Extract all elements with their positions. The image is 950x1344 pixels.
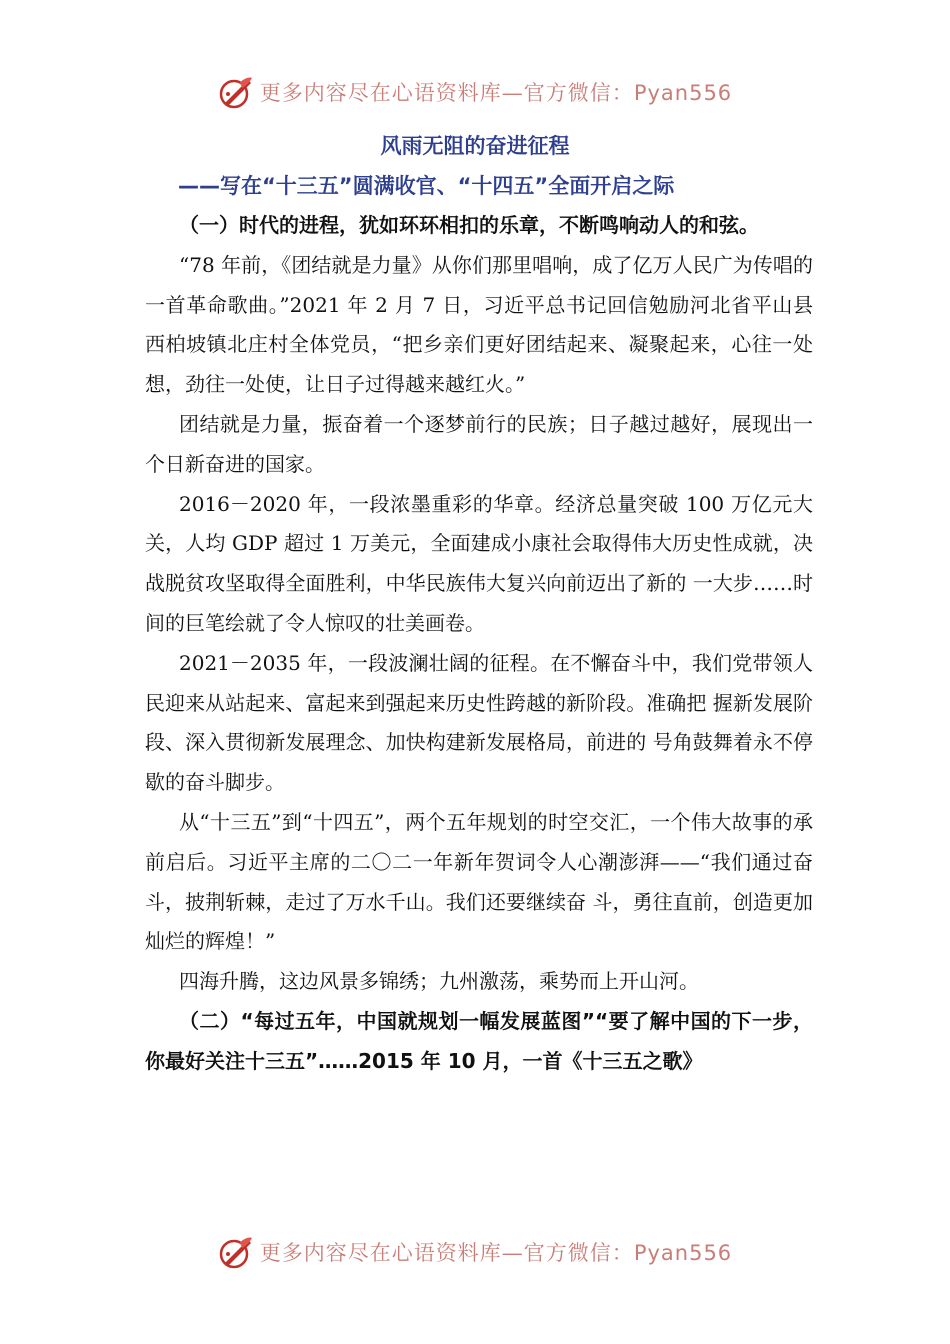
paragraph: “78 年前，《团结就是力量》从你们那里唱响，成了亿万人民广为传唱的一首革命歌曲。”2021 年 2 月 7 日，习近平总书记回信勉励河北省平山县西柏坡镇北庄村全体党员，“把乡亲们更好团结起来、凝聚起来，心往一处想，劲往一处使，让日子过得越来越红火。” bbox=[145, 252, 813, 397]
article-subtitle: ——写在“十三五”圆满收官、“十四五”全面开启之际 bbox=[178, 174, 675, 198]
section-heading-2: （二）“每过五年，中国就规划一幅发展蓝图”“要了解中国的下一步，你最好关注十三五”……2015 年 10 月，一首《十三五之歌》 bbox=[145, 1008, 813, 1073]
article-title: 风雨无阻的奋进征程 bbox=[380, 134, 570, 158]
footer-banner-text: 更多内容尽在心语资料库—官方微信：Pyan556 bbox=[259, 1241, 733, 1265]
paragraph: 团结就是力量，振奋着一个逐梦前行的民族；日子越过越好，展现出一个日新奋进的国家。 bbox=[145, 411, 813, 476]
paragraph: 四海升腾，这边风景多锦绣；九州激荡，乘势而上开山河。 bbox=[179, 969, 699, 994]
header-banner bbox=[0, 70, 950, 114]
quill-logo-icon bbox=[218, 1234, 254, 1270]
section-heading-1: （一）时代的进程，犹如环环相扣的乐章，不断鸣响动人的和弦。 bbox=[179, 213, 759, 237]
paragraph: 从“十三五”到“十四五”，两个五年规划的时空交汇，一个伟大故事的承前启后。习近平主席的二〇二一年新年贺词令人心潮澎湃——“我们通过奋斗，披荆斩棘，走过了万水千山。我们还要继续奋 斗，勇往直前，创造更加灿烂的辉煌！” bbox=[145, 809, 813, 954]
paragraph: 2016－2020 年，一段浓墨重彩的华章。经济总量突破 100 万亿元大关，人均 GDP 超过 1 万美元，全面建成小康社会取得伟大历史性成就，决战脱贫攻坚取得全面胜利，中华民族伟大复兴向前迈出了新的 一大步……时间的巨笔绘就了令人惊叹的壮美画卷。 bbox=[145, 491, 813, 635]
quill-logo-icon bbox=[218, 74, 254, 110]
wechat-handle: Pyan556 bbox=[633, 1241, 733, 1265]
footer-banner bbox=[0, 1230, 950, 1274]
wechat-handle: Pyan556 bbox=[633, 81, 733, 105]
paragraph: 2021－2035 年，一段波澜壮阔的征程。在不懈奋斗中，我们党带领人民迎来从站起来、富起来到强起来历史性跨越的新阶段。准确把 握新发展阶段、深入贯彻新发展理念、加快构建新发展格局，前进的 号角鼓舞着永不停歇的奋斗脚步。 bbox=[145, 650, 813, 795]
header-banner-text: 更多内容尽在心语资料库—官方微信：Pyan556 bbox=[259, 81, 733, 105]
article-body bbox=[145, 206, 813, 1082]
